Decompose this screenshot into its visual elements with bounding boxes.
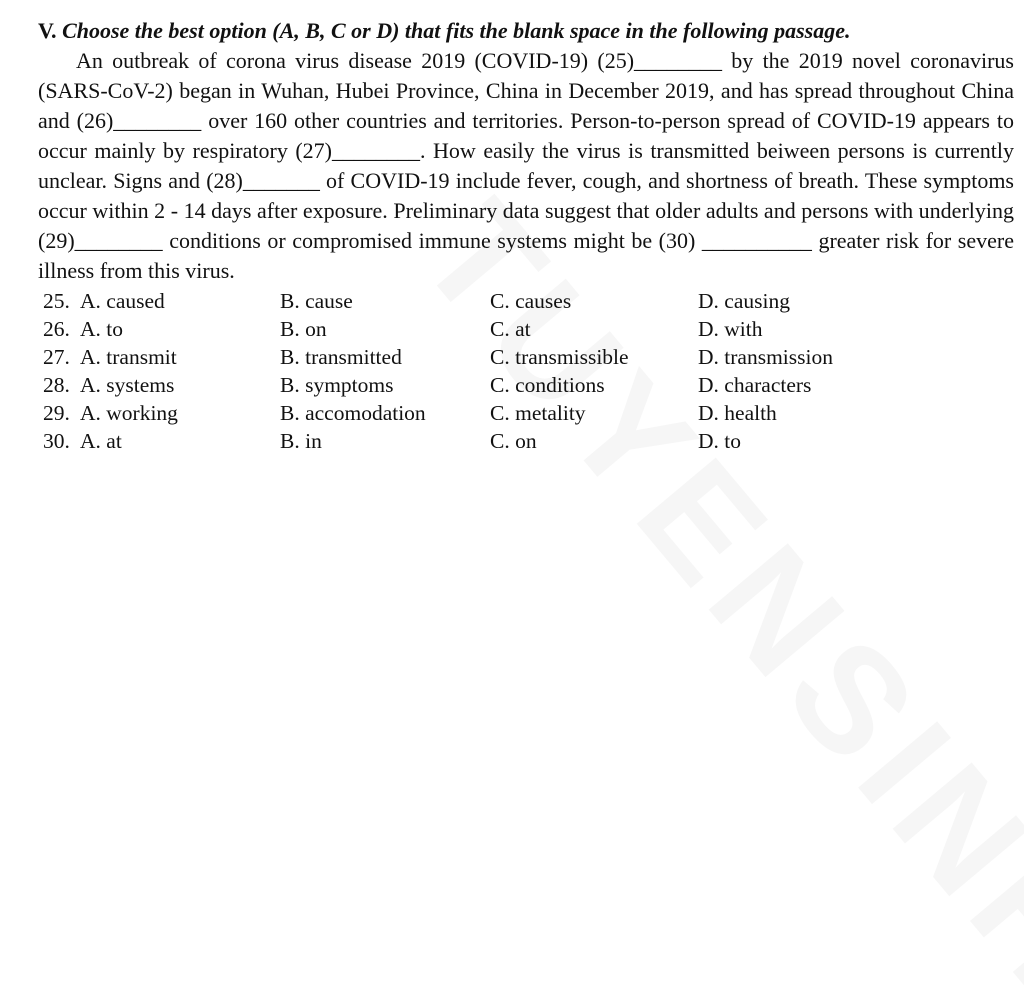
option-c[interactable]: C. causes: [490, 289, 572, 313]
section-number: V.: [38, 18, 57, 43]
question-number: 28.: [43, 373, 70, 397]
option-b[interactable]: B. accomodation: [280, 401, 426, 425]
option-d[interactable]: D. transmission: [698, 345, 833, 369]
exercise-section: [38, 16, 1016, 455]
option-d[interactable]: D. to: [698, 429, 741, 453]
section-heading: [38, 16, 1016, 46]
question-number: 26.: [43, 317, 70, 341]
option-a[interactable]: A. working: [80, 401, 178, 425]
option-b[interactable]: B. cause: [280, 289, 353, 313]
option-b[interactable]: B. symptoms: [280, 373, 394, 397]
option-a[interactable]: A. caused: [80, 289, 165, 313]
question-row-27: [38, 343, 1016, 371]
option-c[interactable]: C. metality: [490, 401, 586, 425]
option-d[interactable]: D. with: [698, 317, 763, 341]
question-row-26: [38, 315, 1016, 343]
question-row-25: [38, 287, 1016, 315]
question-number: 29.: [43, 401, 70, 425]
question-number: 30.: [43, 429, 70, 453]
option-a[interactable]: A. to: [80, 317, 123, 341]
question-number: 27.: [43, 345, 70, 369]
question-row-28: [38, 371, 1016, 399]
question-number: 25.: [43, 289, 70, 313]
option-c[interactable]: C. on: [490, 429, 537, 453]
option-a[interactable]: A. at: [80, 429, 122, 453]
option-b[interactable]: B. on: [280, 317, 327, 341]
option-c[interactable]: C. at: [490, 317, 531, 341]
option-c[interactable]: C. conditions: [490, 373, 605, 397]
option-d[interactable]: D. causing: [698, 289, 790, 313]
option-b[interactable]: B. in: [280, 429, 322, 453]
option-a[interactable]: A. transmit: [80, 345, 177, 369]
question-row-30: [38, 427, 1016, 455]
option-c[interactable]: C. transmissible: [490, 345, 629, 369]
option-a[interactable]: A. systems: [80, 373, 175, 397]
answer-options: [38, 287, 1016, 455]
option-b[interactable]: B. transmitted: [280, 345, 402, 369]
reading-passage: An outbreak of corona virus disease 2019 (COVID-19) (25)________ by the 2019 novel coronavirus (SARS-CoV-2) began in Wuhan, Hubei Province, China in December 2019, and has spread throughout China and (26)________ over 160 other countries and territories. Person-to-person spread of COVID-19 appears to occur mainly by respiratory (27)________. How easily the virus is transmitted beiween persons is currently unclear. Signs and (28)_______ of COVID-19 include fever, cough, and shortness of breath. These symptoms occur within 2 - 14 days after exposure. Preliminary data suggest that older adults and persons with underlying (29)________ conditions or compromised immune systems might be (30) __________ greater risk for severe illness from this virus.: [38, 48, 1014, 283]
option-d[interactable]: D. characters: [698, 373, 812, 397]
section-instruction: Choose the best option (A, B, C or D) that fits the blank space in the following passage.: [62, 18, 851, 43]
option-d[interactable]: D. health: [698, 401, 777, 425]
question-row-29: [38, 399, 1016, 427]
